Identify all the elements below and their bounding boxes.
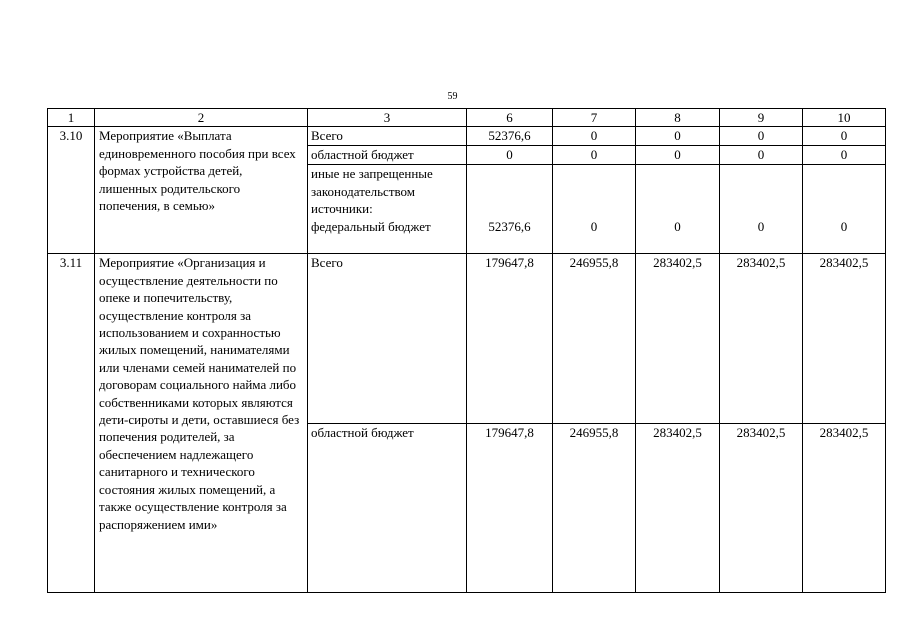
value-cell: 0: [636, 165, 720, 254]
value-cell: 283402,5: [803, 423, 886, 593]
value-cell: 283402,5: [803, 254, 886, 424]
value-cell: 0: [553, 127, 636, 146]
item-number: 3.10: [48, 127, 95, 254]
value-cell: 0: [553, 146, 636, 165]
source-label-group: [308, 165, 467, 254]
header-row: [48, 109, 886, 127]
value-cell: 283402,5: [636, 423, 720, 593]
item-name: Мероприятие «Организация и осуществление деятельности по опеке и попечительству, осуществление контроля за использованием и сохранностью жилых помещений, нанимателями или членами семей нанимателей по договорам социального найма либо собственниками которых являются дети-сироты и дети, оставшиеся без попечения родителей, за обеспечением надлежащего санитарного и технического состояния жилых помещений, а также осуществление контроля за распоряжением ими»: [95, 254, 308, 593]
value-cell: 0: [636, 127, 720, 146]
value-cell: 179647,8: [467, 423, 553, 593]
header-cell: 1: [48, 109, 95, 127]
value-cell: 0: [636, 146, 720, 165]
value-cell: 0: [467, 146, 553, 165]
header-cell: 7: [553, 109, 636, 127]
header-cell: 9: [720, 109, 803, 127]
page-number: 59: [447, 91, 458, 102]
value-cell: 0: [803, 146, 886, 165]
source-label: Всего: [308, 254, 467, 424]
source-label: иные не запрещенные законодательством источники:: [311, 166, 433, 217]
value-cell: 283402,5: [636, 254, 720, 424]
header-cell: 2: [95, 109, 308, 127]
header-cell: 8: [636, 109, 720, 127]
item-name: Мероприятие «Выплата единовременного пособия при всех формах устройства детей, лишенных родительского попечения, в семью»: [95, 127, 308, 254]
source-label: Всего: [308, 127, 467, 146]
value-cell: 283402,5: [720, 254, 803, 424]
table-row: [48, 254, 886, 424]
value-cell: 179647,8: [467, 254, 553, 424]
value-cell: 0: [803, 127, 886, 146]
value-cell: 0: [803, 165, 886, 254]
item-number: 3.11: [48, 254, 95, 593]
value-cell: 246955,8: [553, 423, 636, 593]
source-label: федеральный бюджет: [311, 218, 431, 234]
value-cell: 0: [720, 146, 803, 165]
source-label: областной бюджет: [308, 423, 467, 593]
value-cell: 52376,6: [467, 165, 553, 254]
header-cell: 6: [467, 109, 553, 127]
value-cell: 0: [720, 127, 803, 146]
value-cell: 283402,5: [720, 423, 803, 593]
table-row: [48, 127, 886, 146]
value-cell: 0: [553, 165, 636, 254]
header-cell: 3: [308, 109, 467, 127]
value-cell: 52376,6: [467, 127, 553, 146]
budget-table: [47, 108, 886, 593]
header-cell: 10: [803, 109, 886, 127]
source-label: областной бюджет: [308, 146, 467, 165]
value-cell: 246955,8: [553, 254, 636, 424]
value-cell: 0: [720, 165, 803, 254]
